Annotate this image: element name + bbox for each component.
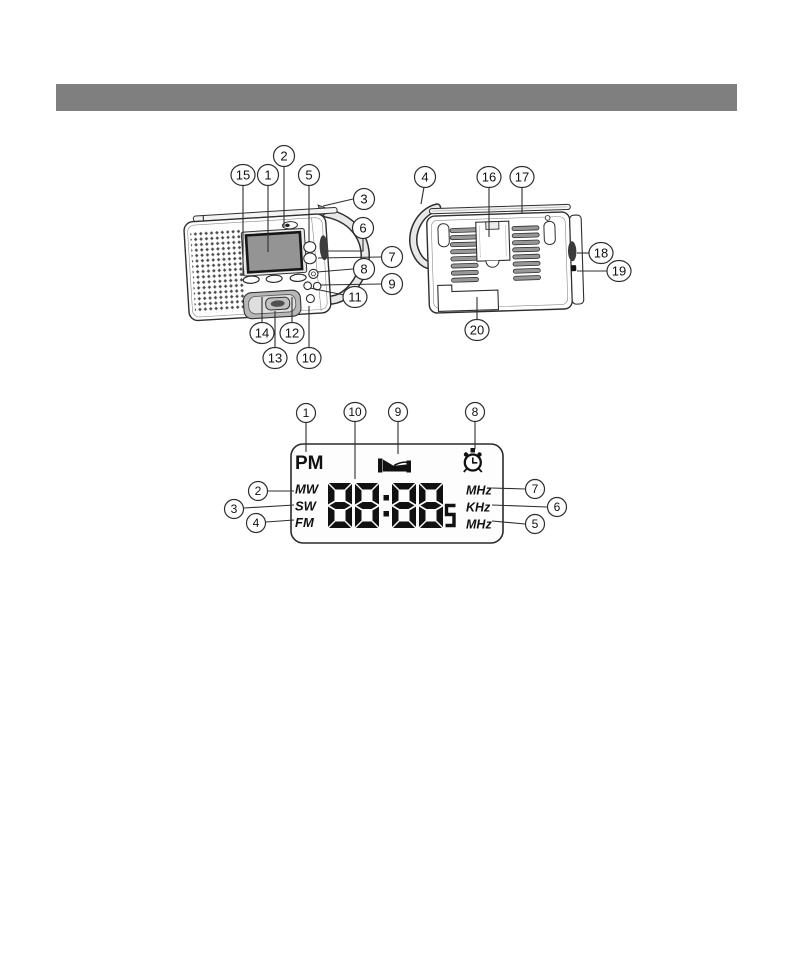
band-indicator-sw: SW: [295, 498, 316, 514]
svg-text:10: 10: [301, 350, 317, 366]
callout-back-20: [465, 320, 489, 341]
callout-lcd-6: [548, 498, 567, 517]
callout-front-7: [382, 247, 403, 268]
callout-front-3: [354, 189, 375, 210]
svg-text:19: 19: [611, 263, 627, 279]
callout-front-13: [263, 348, 287, 369]
svg-text:7: 7: [531, 482, 539, 496]
svg-text:2: 2: [280, 148, 288, 164]
speaker-grille: [190, 229, 245, 314]
callout-lcd-9: [389, 403, 408, 422]
band-indicator-mw: MW: [295, 481, 319, 497]
band-indicator-fm: FM: [295, 515, 314, 530]
callout-front-1: [258, 165, 279, 186]
screw: [545, 216, 550, 221]
callout-front-14: [250, 323, 274, 344]
svg-text:4: 4: [252, 516, 260, 530]
callout-back-19: [607, 261, 631, 282]
lcd-screen: [246, 232, 302, 272]
lcd-diagram: [291, 444, 503, 543]
svg-text:8: 8: [471, 405, 479, 419]
svg-text:13: 13: [267, 350, 283, 366]
callout-lcd-4: [247, 514, 266, 533]
svg-text:17: 17: [514, 169, 530, 185]
svg-text:12: 12: [284, 325, 300, 341]
callout-lcd-3: [225, 500, 244, 519]
svg-text:2: 2: [254, 484, 262, 498]
callout-lcd-2: [249, 482, 268, 501]
svg-text:6: 6: [359, 220, 367, 236]
svg-text:9: 9: [388, 276, 396, 292]
side-button-up: [303, 241, 316, 253]
callout-lcd-7: [526, 480, 545, 499]
svg-text:18: 18: [593, 245, 609, 261]
clock-button: [309, 269, 319, 279]
callout-lcd-8: [466, 403, 485, 422]
callout-front-11: [343, 287, 367, 308]
battery-latch: [486, 222, 499, 230]
earphone-jack: [571, 265, 577, 271]
callout-back-16: [477, 167, 501, 188]
svg-text:15: 15: [235, 167, 251, 183]
svg-text:6: 6: [553, 500, 561, 514]
svg-text:5: 5: [305, 167, 313, 183]
callout-front-15: [231, 165, 255, 186]
callout-front-6: [353, 218, 374, 239]
hanger-slot-right: [544, 221, 556, 244]
unit-indicator-mhz-top: MHz: [466, 483, 492, 498]
callout-back-18: [589, 243, 613, 264]
svg-text:1: 1: [264, 167, 272, 183]
svg-text:20: 20: [469, 322, 485, 338]
callout-lcd-1: [297, 404, 316, 423]
svg-text:5: 5: [531, 517, 539, 531]
callout-lcd-5: [526, 515, 545, 534]
callout-back-17: [510, 167, 534, 188]
svg-text:7: 7: [388, 249, 396, 265]
callout-lcd-10: [344, 403, 366, 422]
svg-text:14: 14: [254, 325, 270, 341]
callout-front-5: [299, 165, 320, 186]
svg-text:9: 9: [394, 405, 402, 419]
meridiem-indicator: PM: [295, 453, 324, 474]
svg-text:1: 1: [302, 406, 310, 420]
callout-front-10: [297, 348, 321, 369]
svg-text:8: 8: [360, 261, 368, 277]
side-button-down: [303, 253, 316, 265]
unit-indicator-khz: KHz: [466, 500, 491, 515]
svg-text:3: 3: [230, 502, 238, 516]
reset-button: [306, 294, 314, 302]
back-view-drawing: [413, 204, 584, 313]
callout-back-4: [415, 167, 436, 188]
callout-front-12: [280, 323, 304, 344]
svg-text:16: 16: [481, 169, 497, 185]
svg-text:10: 10: [348, 405, 362, 419]
header-rule-bar: [56, 84, 737, 111]
svg-text:3: 3: [360, 191, 368, 207]
svg-text:4: 4: [421, 169, 429, 185]
callout-front-9: [382, 274, 403, 295]
hanger-slot-left: [438, 224, 450, 247]
svg-text:11: 11: [348, 289, 362, 305]
callout-front-2: [274, 146, 295, 167]
front-view-drawing: [183, 205, 368, 323]
callout-front-8: [354, 259, 375, 280]
unit-indicator-mhz-bottom: MHz: [466, 517, 492, 532]
